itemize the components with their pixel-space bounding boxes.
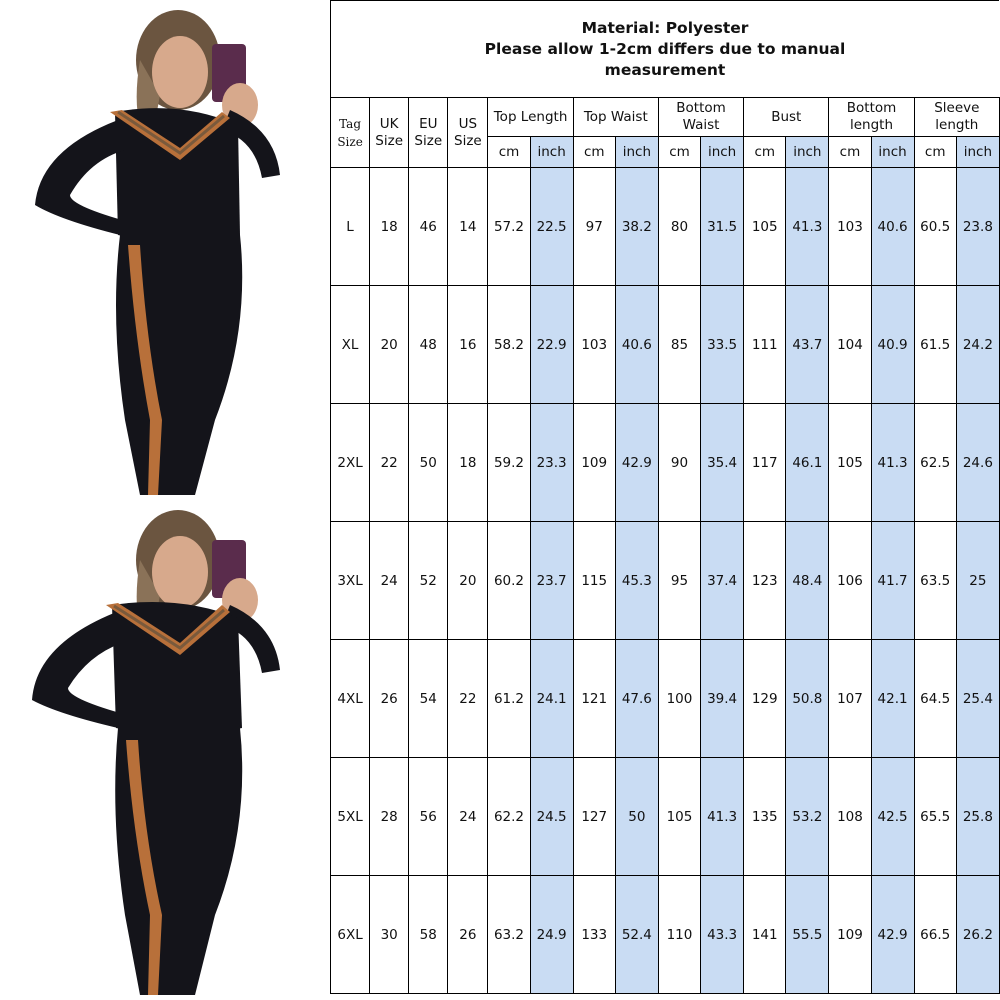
table-cell: 25.8	[956, 758, 999, 876]
table-cell: 24	[370, 522, 409, 640]
table-cell: 53.2	[786, 758, 829, 876]
table-cell: 109	[829, 876, 871, 994]
table-cell: 57.2	[488, 168, 530, 286]
table-cell: 107	[829, 640, 871, 758]
table-cell: 133	[573, 876, 615, 994]
table-cell: 103	[573, 286, 615, 404]
column-header-us-size: US Size	[448, 98, 488, 168]
table-cell: 43.3	[701, 876, 744, 994]
tag-size-cell: L	[331, 168, 370, 286]
tag-size-cell: XL	[331, 286, 370, 404]
table-cell: 62.5	[914, 404, 956, 522]
table-cell: 103	[829, 168, 871, 286]
table-cell: 20	[370, 286, 409, 404]
tag-size-cell: 6XL	[331, 876, 370, 994]
table-cell: 40.9	[871, 286, 914, 404]
table-cell: 108	[829, 758, 871, 876]
model-photo	[0, 0, 330, 500]
table-cell: 58	[409, 876, 448, 994]
table-cell: 55.5	[786, 876, 829, 994]
table-cell: 105	[829, 404, 871, 522]
table-cell: 22	[370, 404, 409, 522]
table-cell: 110	[658, 876, 700, 994]
table-cell: 24.1	[530, 640, 573, 758]
table-cell: 106	[829, 522, 871, 640]
table-cell: 24.2	[956, 286, 999, 404]
size-chart	[330, 0, 1000, 1000]
table-cell: 100	[658, 640, 700, 758]
table-cell: 90	[658, 404, 700, 522]
table-cell: 61.2	[488, 640, 530, 758]
size-table	[330, 97, 1000, 994]
table-cell: 45.3	[615, 522, 658, 640]
table-cell: 97	[573, 168, 615, 286]
model-figure-illustration	[0, 0, 330, 500]
column-header-sleeve-length: Sleeve length	[914, 98, 999, 137]
size-rows	[331, 168, 1000, 994]
table-cell: 60.2	[488, 522, 530, 640]
table-cell: 63.5	[914, 522, 956, 640]
table-cell: 129	[744, 640, 786, 758]
table-cell: 63.2	[488, 876, 530, 994]
table-cell: 56	[409, 758, 448, 876]
unit-header-inch: inch	[786, 137, 829, 168]
table-cell: 16	[448, 286, 488, 404]
table-cell: 18	[448, 404, 488, 522]
table-row	[331, 168, 1000, 286]
table-cell: 50	[409, 404, 448, 522]
table-cell: 42.9	[615, 404, 658, 522]
column-header-eu-size: EU Size	[409, 98, 448, 168]
table-cell: 59.2	[488, 404, 530, 522]
table-cell: 141	[744, 876, 786, 994]
unit-header-inch: inch	[615, 137, 658, 168]
table-cell: 65.5	[914, 758, 956, 876]
table-cell: 39.4	[701, 640, 744, 758]
table-cell: 85	[658, 286, 700, 404]
table-cell: 28	[370, 758, 409, 876]
table-row	[331, 640, 1000, 758]
table-cell: 105	[658, 758, 700, 876]
table-cell: 14	[448, 168, 488, 286]
column-header-top-length: Top Length	[488, 98, 573, 137]
table-cell: 25	[956, 522, 999, 640]
table-cell: 37.4	[701, 522, 744, 640]
tag-size-cell: 5XL	[331, 758, 370, 876]
measurement-note: Please allow 1-2cm differs due to manual	[484, 39, 846, 58]
model-photos	[0, 0, 330, 1000]
table-cell: 22	[448, 640, 488, 758]
table-cell: 42.9	[871, 876, 914, 994]
model-figure-illustration	[0, 500, 330, 1000]
table-row	[331, 404, 1000, 522]
chart-header	[330, 0, 999, 98]
unit-header-inch: inch	[530, 137, 573, 168]
table-cell: 95	[658, 522, 700, 640]
table-cell: 47.6	[615, 640, 658, 758]
table-cell: 43.7	[786, 286, 829, 404]
table-cell: 26.2	[956, 876, 999, 994]
table-cell: 48	[409, 286, 448, 404]
table-cell: 127	[573, 758, 615, 876]
unit-header-inch: inch	[956, 137, 999, 168]
unit-header-cm: cm	[658, 137, 700, 168]
model-photo	[0, 500, 330, 1000]
table-row	[331, 876, 1000, 994]
column-header-bust: Bust	[744, 98, 829, 137]
table-cell: 26	[448, 876, 488, 994]
table-cell: 42.1	[871, 640, 914, 758]
table-cell: 24.6	[956, 404, 999, 522]
table-cell: 41.3	[701, 758, 744, 876]
table-cell: 135	[744, 758, 786, 876]
table-cell: 20	[448, 522, 488, 640]
table-cell: 62.2	[488, 758, 530, 876]
table-cell: 38.2	[615, 168, 658, 286]
table-cell: 33.5	[701, 286, 744, 404]
unit-header-cm: cm	[744, 137, 786, 168]
column-header-top-waist: Top Waist	[573, 98, 658, 137]
table-cell: 48.4	[786, 522, 829, 640]
table-cell: 46	[409, 168, 448, 286]
column-header-tag-size: Tag Size	[331, 98, 370, 168]
table-cell: 40.6	[615, 286, 658, 404]
unit-header-cm: cm	[488, 137, 530, 168]
table-cell: 123	[744, 522, 786, 640]
table-cell: 60.5	[914, 168, 956, 286]
column-header-bottom-waist: Bottom Waist	[658, 98, 743, 137]
table-cell: 25.4	[956, 640, 999, 758]
table-cell: 24.5	[530, 758, 573, 876]
table-cell: 40.6	[871, 168, 914, 286]
table-cell: 121	[573, 640, 615, 758]
table-row	[331, 286, 1000, 404]
table-cell: 23.7	[530, 522, 573, 640]
tag-size-cell: 4XL	[331, 640, 370, 758]
table-cell: 54	[409, 640, 448, 758]
unit-header-inch: inch	[701, 137, 744, 168]
unit-header-cm: cm	[573, 137, 615, 168]
measurement-note-cont: measurement	[604, 60, 726, 79]
table-cell: 111	[744, 286, 786, 404]
table-row	[331, 522, 1000, 640]
unit-header-inch: inch	[871, 137, 914, 168]
table-cell: 52.4	[615, 876, 658, 994]
table-cell: 24.9	[530, 876, 573, 994]
table-cell: 41.3	[871, 404, 914, 522]
table-cell: 105	[744, 168, 786, 286]
unit-header-cm: cm	[914, 137, 956, 168]
table-cell: 24	[448, 758, 488, 876]
table-cell: 50.8	[786, 640, 829, 758]
table-cell: 26	[370, 640, 409, 758]
table-cell: 115	[573, 522, 615, 640]
table-cell: 23.3	[530, 404, 573, 522]
table-cell: 117	[744, 404, 786, 522]
table-cell: 30	[370, 876, 409, 994]
table-row	[331, 758, 1000, 876]
table-cell: 31.5	[701, 168, 744, 286]
table-cell: 104	[829, 286, 871, 404]
table-cell: 61.5	[914, 286, 956, 404]
table-cell: 41.3	[786, 168, 829, 286]
table-cell: 64.5	[914, 640, 956, 758]
table-cell: 66.5	[914, 876, 956, 994]
material-label: Material: Polyester	[581, 18, 749, 37]
table-cell: 50	[615, 758, 658, 876]
table-cell: 42.5	[871, 758, 914, 876]
unit-header-cm: cm	[829, 137, 871, 168]
table-cell: 41.7	[871, 522, 914, 640]
table-cell: 109	[573, 404, 615, 522]
tag-size-cell: 3XL	[331, 522, 370, 640]
table-cell: 22.5	[530, 168, 573, 286]
tag-size-cell: 2XL	[331, 404, 370, 522]
table-cell: 18	[370, 168, 409, 286]
table-cell: 80	[658, 168, 700, 286]
column-header-uk-size: UK Size	[370, 98, 409, 168]
table-cell: 58.2	[488, 286, 530, 404]
table-cell: 22.9	[530, 286, 573, 404]
table-cell: 35.4	[701, 404, 744, 522]
table-cell: 23.8	[956, 168, 999, 286]
column-header-bottom-length: Bottom length	[829, 98, 914, 137]
table-cell: 52	[409, 522, 448, 640]
table-cell: 46.1	[786, 404, 829, 522]
